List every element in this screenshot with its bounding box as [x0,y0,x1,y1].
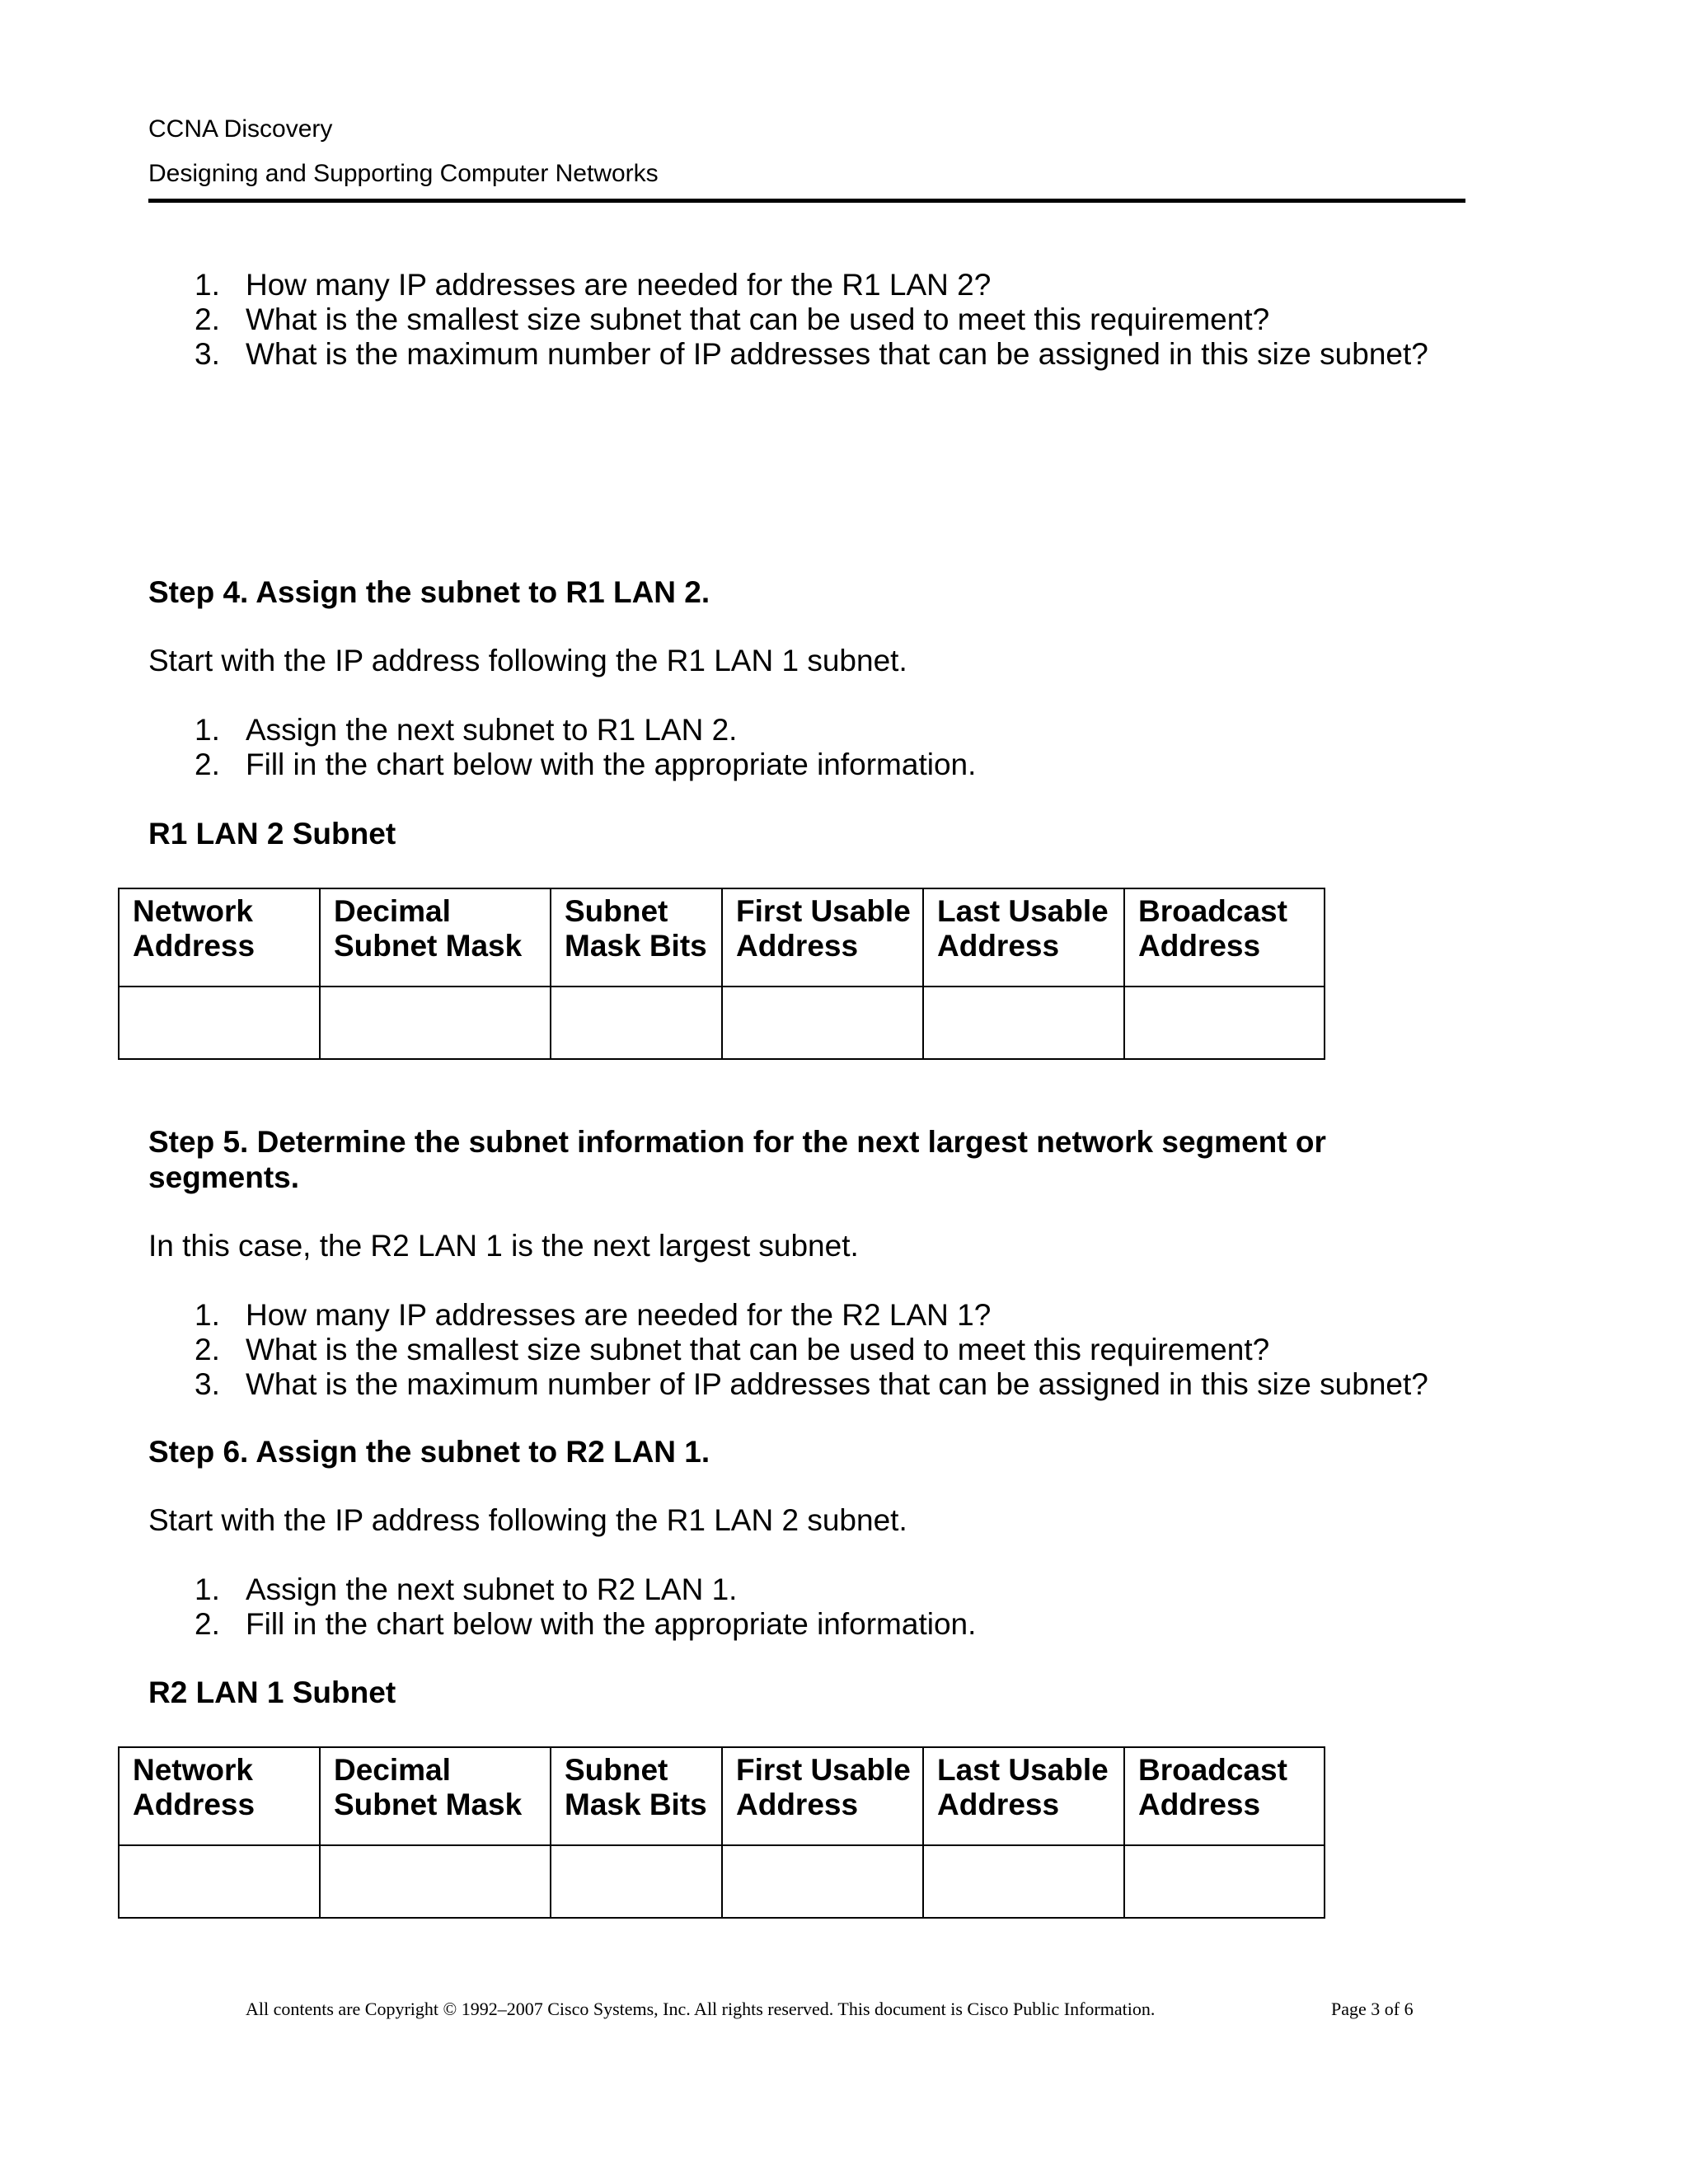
table-cell [1124,1845,1325,1918]
step4-heading: Step 4. Assign the subnet to R1 LAN 2. [148,575,710,609]
column-header-broadcast-address: Broadcast Address [1124,888,1325,987]
r2-lan1-table-title: R2 LAN 1 Subnet [148,1675,396,1709]
step5-intro: In this case, the R2 LAN 1 is the next largest subnet. [148,1229,859,1263]
r2-lan1-subnet-table [118,1746,1325,1919]
table-cell [320,1845,551,1918]
table-cell [1124,987,1325,1059]
column-header-last-usable-address: Last Usable Address [923,1747,1124,1845]
step6-heading: Step 6. Assign the subnet to R2 LAN 1. [148,1435,710,1469]
r1-lan2-subnet-table [118,888,1325,1060]
r1-lan2-table-title: R1 LAN 2 Subnet [148,817,396,851]
list-item: 1. Assign the next subnet to R1 LAN 2. [195,713,738,747]
column-header-decimal-subnet-mask: Decimal Subnet Mask [320,888,551,987]
table-cell [722,1845,923,1918]
table-header-row [119,1747,1325,1845]
table-cell [722,987,923,1059]
table-cell [923,987,1124,1059]
list-item: 3. What is the maximum number of IP addresses that can be assigned in this size subnet? [195,337,1428,371]
step6-list [148,1572,976,1642]
list-item: 1. Assign the next subnet to R2 LAN 1. [195,1572,738,1606]
column-header-network-address: Network Address [119,1747,320,1845]
column-header-broadcast-address: Broadcast Address [1124,1747,1325,1845]
step5-heading: Step 5. Determine the subnet information for the next largest network segment or segments. [148,1125,1326,1194]
column-header-network-address: Network Address [119,888,320,987]
step5-list [148,1298,1428,1402]
header-course: CCNA Discovery [148,115,333,143]
header-subtitle: Designing and Supporting Computer Networks [148,160,659,187]
table-cell [923,1845,1124,1918]
header-rule [148,199,1465,203]
list-item: 2. What is the smallest size subnet that can be used to meet this requirement? [195,1333,1270,1366]
table-row [119,1845,1325,1918]
column-header-subnet-mask-bits: Subnet Mask Bits [551,1747,722,1845]
table-row [119,987,1325,1059]
column-header-first-usable-address: First Usable Address [722,1747,923,1845]
table-cell [119,1845,320,1918]
table-cell [551,1845,722,1918]
list-item: 2. What is the smallest size subnet that can be used to meet this requirement? [195,302,1270,336]
footer-copyright: All contents are Copyright © 1992–2007 Cisco Systems, Inc. All rights reserved. This document is Cisco Public Information. [246,1999,1156,2019]
footer-page-number: Page 3 of 6 [1331,1999,1414,2019]
list-item: 1. How many IP addresses are needed for the R1 LAN 2? [195,268,992,302]
column-header-decimal-subnet-mask: Decimal Subnet Mask [320,1747,551,1845]
column-header-last-usable-address: Last Usable Address [923,888,1124,987]
column-header-first-usable-address: First Usable Address [722,888,923,987]
list-item: 2. Fill in the chart below with the appropriate information. [195,748,977,781]
column-header-subnet-mask-bits: Subnet Mask Bits [551,888,722,987]
list-item: 1. How many IP addresses are needed for the R2 LAN 1? [195,1298,992,1332]
step4-list [148,713,976,782]
step6-intro: Start with the IP address following the R1 LAN 2 subnet. [148,1503,907,1537]
table-header-row [119,888,1325,987]
question-list-r1-lan2 [148,268,1428,372]
table-cell [320,987,551,1059]
list-item: 2. Fill in the chart below with the appropriate information. [195,1607,977,1641]
table-cell [551,987,722,1059]
table-cell [119,987,320,1059]
step4-intro: Start with the IP address following the R1 LAN 1 subnet. [148,644,907,677]
list-item: 3. What is the maximum number of IP addresses that can be assigned in this size subnet? [195,1367,1428,1401]
